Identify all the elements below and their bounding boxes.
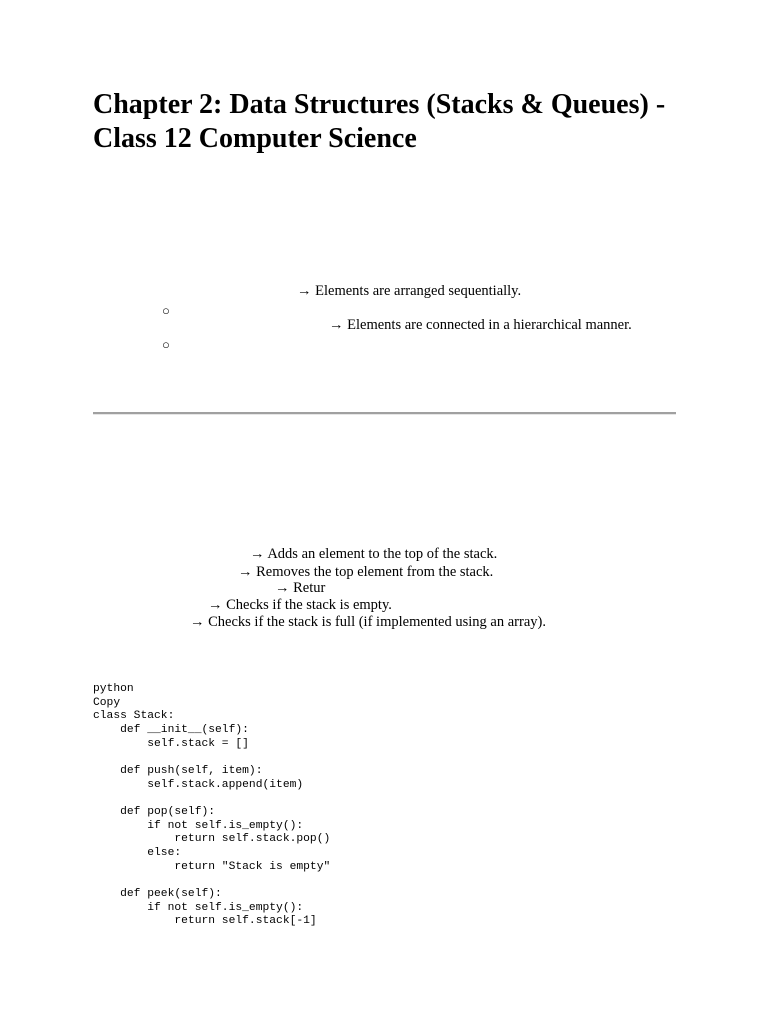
code-language-label: python	[93, 683, 134, 695]
pop-operation-description: → Removes the top element from the stack.	[238, 564, 494, 580]
peek-operation-description: → Retur	[275, 580, 326, 596]
code-content: class Stack: def __init__(self): self.stack = [] def push(self, item): self.stack.append(item) def pop(self): if not self.is_empty(): return self.stack.pop() else: return "Stack is empty" def peek(self): if not self.is_empty(): return self.stack[-1]	[93, 710, 331, 928]
isfull-operation-description: → Checks if the stack is full (if implemented using an array).	[190, 614, 546, 630]
page-title: Chapter 2: Data Structures (Stacks & Queues) - Class 12 Computer Science	[93, 89, 666, 154]
push-operation-description: → Adds an element to the top of the stack.	[250, 546, 498, 562]
linear-structure-description: → Elements are arranged sequentially.	[297, 283, 522, 299]
code-block	[93, 683, 330, 929]
section-divider	[93, 412, 676, 415]
list-bullet: ○	[162, 303, 170, 318]
list-bullet: ○	[162, 337, 170, 352]
copy-button[interactable]: Copy	[93, 696, 121, 709]
nonlinear-structure-description: → Elements are connected in a hierarchical manner.	[329, 317, 632, 333]
isempty-operation-description: → Checks if the stack is empty.	[208, 597, 392, 613]
